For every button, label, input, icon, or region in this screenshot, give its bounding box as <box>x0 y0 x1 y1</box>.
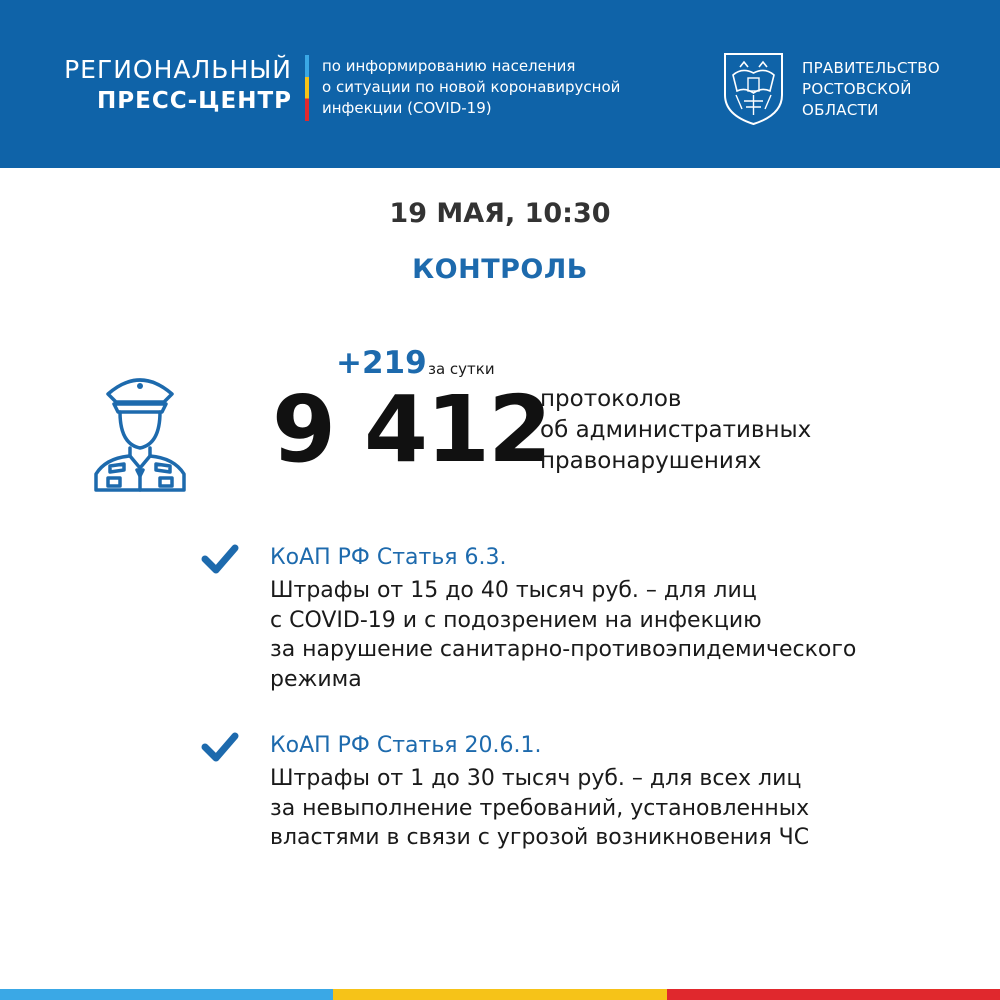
article-line: Штрафы от 15 до 40 тысяч руб. – для лиц <box>270 578 757 603</box>
checkmark-icon <box>200 731 240 765</box>
bar-segment-yellow <box>333 989 666 1000</box>
brand-line2: ПРЕСС-ЦЕНТР <box>97 88 292 114</box>
brand-line1: РЕГИОНАЛЬНЫЙ <box>64 55 292 84</box>
tagline-line: по информированию населения <box>322 57 576 75</box>
government-line: ОБЛАСТИ <box>802 101 879 119</box>
article-title: КоАП РФ Статья 20.6.1. <box>270 733 542 758</box>
article-line: властями в связи с угрозой возникновения ЧС <box>270 825 810 850</box>
total-description <box>540 384 811 477</box>
brand-title <box>64 55 292 117</box>
checkmark-icon <box>200 543 240 577</box>
article-text <box>270 764 809 853</box>
article-line: режима <box>270 666 362 692</box>
daily-delta: +219 <box>336 345 427 381</box>
description-line: протоколов <box>540 386 682 412</box>
tricolor-divider <box>305 55 309 121</box>
tagline-line: инфекции (COVID-19) <box>322 99 492 117</box>
tagline <box>322 56 702 119</box>
article-line: Штрафы от 1 до 30 тысяч руб. – для всех лиц <box>270 766 802 791</box>
article-line: за невыполнение требований, установленных <box>270 795 810 821</box>
daily-delta-label: за сутки <box>428 360 495 378</box>
bottom-tricolor-bar <box>0 989 1000 1000</box>
government-name <box>802 58 940 121</box>
government-line: ПРАВИТЕЛЬСТВО <box>802 59 940 77</box>
description-line: об административных <box>540 417 812 443</box>
officer-icon <box>88 370 192 494</box>
article-line: с COVID-19 и с подозрением на инфекцию <box>270 607 762 633</box>
bar-segment-red <box>667 989 1000 1000</box>
header-banner <box>0 0 1000 168</box>
article-text <box>270 576 856 694</box>
article-title: КоАП РФ Статья 6.3. <box>270 545 507 570</box>
bar-segment-blue <box>0 989 333 1000</box>
total-protocols: 9 412 <box>272 376 551 483</box>
section-title: КОНТРОЛЬ <box>412 254 588 285</box>
government-line: РОСТОВСКОЙ <box>802 80 912 98</box>
report-date: 19 МАЯ, 10:30 <box>389 198 611 229</box>
coat-of-arms-emblem <box>722 51 785 127</box>
tagline-line: о ситуации по новой коронавирусной <box>322 78 621 96</box>
article-line: за нарушение санитарно-противоэпидемического <box>270 637 857 662</box>
description-line: правонарушениях <box>540 448 762 474</box>
